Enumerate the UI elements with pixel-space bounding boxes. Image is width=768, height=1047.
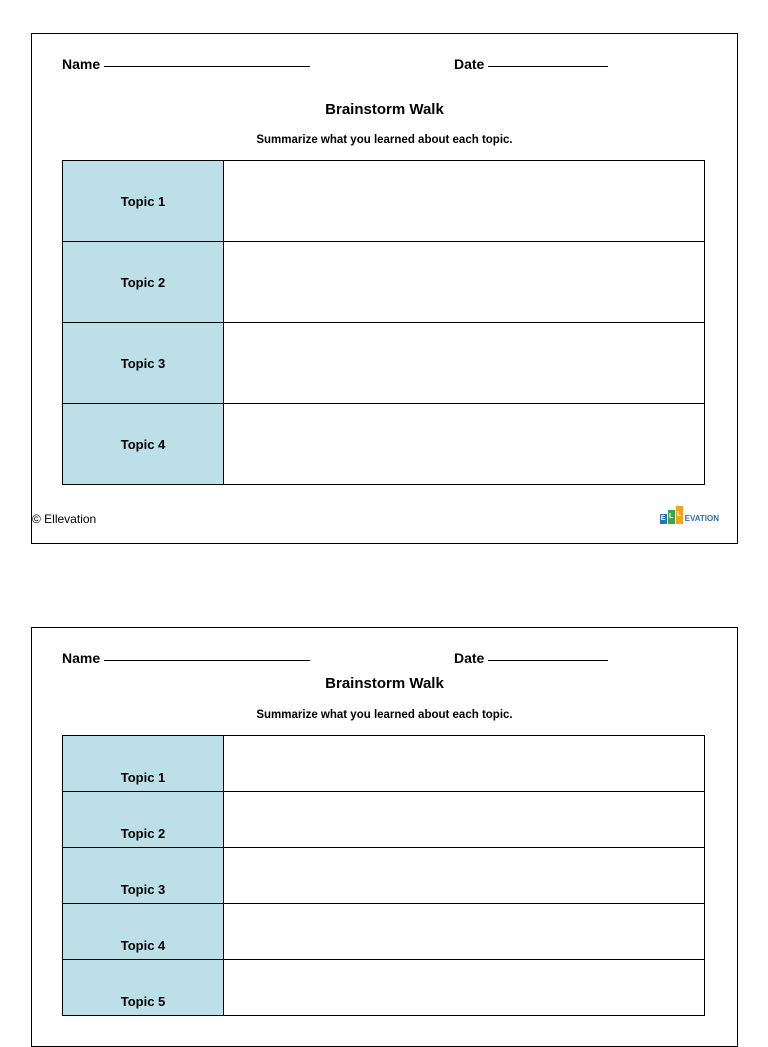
date-line[interactable] xyxy=(488,66,608,67)
name-label: Name xyxy=(62,56,101,72)
topic-answer-cell[interactable] xyxy=(224,404,705,485)
table-row xyxy=(63,736,705,792)
logo-block-orange: L xyxy=(676,506,683,524)
name-line[interactable] xyxy=(104,660,310,661)
table-row xyxy=(63,323,705,404)
topic-label: Topic 4 xyxy=(63,904,224,960)
topic-label: Topic 1 xyxy=(63,161,224,242)
worksheet-2 xyxy=(31,627,738,1047)
name-line[interactable] xyxy=(104,66,310,67)
topic-label: Topic 3 xyxy=(63,323,224,404)
name-field xyxy=(62,56,310,72)
table-row xyxy=(63,161,705,242)
topic-table xyxy=(62,160,705,485)
name-label: Name xyxy=(62,650,101,666)
topic-label: Topic 1 xyxy=(63,736,224,792)
table-row xyxy=(63,904,705,960)
topic-answer-cell[interactable] xyxy=(224,736,705,792)
date-field xyxy=(454,56,608,72)
date-label: Date xyxy=(454,650,485,666)
logo-block-blue: E xyxy=(660,515,666,522)
ellevation-logo xyxy=(660,506,719,524)
date-label: Date xyxy=(454,56,485,72)
worksheet-instructions: Summarize what you learned about each topic. xyxy=(256,134,513,146)
topic-label: Topic 5 xyxy=(63,960,224,1016)
topic-answer-cell[interactable] xyxy=(224,242,705,323)
date-field xyxy=(454,650,608,666)
topic-answer-cell[interactable] xyxy=(224,792,705,848)
table-row xyxy=(63,960,705,1016)
topic-answer-cell[interactable] xyxy=(224,848,705,904)
topic-label: Topic 4 xyxy=(63,404,224,485)
logo-word: EVATION xyxy=(684,514,719,523)
topic-table xyxy=(62,735,705,1016)
table-row xyxy=(63,848,705,904)
copyright-text: © Ellevation xyxy=(32,512,97,526)
topic-label: Topic 3 xyxy=(63,848,224,904)
topic-answer-cell[interactable] xyxy=(224,161,705,242)
worksheet-instructions: Summarize what you learned about each topic. xyxy=(256,709,513,721)
table-row xyxy=(63,404,705,485)
date-line[interactable] xyxy=(488,660,608,661)
worksheet-1 xyxy=(31,33,738,544)
topic-answer-cell[interactable] xyxy=(224,904,705,960)
worksheet-title: Brainstorm Walk xyxy=(325,101,444,118)
logo-block-green: L xyxy=(668,510,675,524)
topic-label: Topic 2 xyxy=(63,792,224,848)
table-row xyxy=(63,242,705,323)
topic-answer-cell[interactable] xyxy=(224,960,705,1016)
worksheet-title: Brainstorm Walk xyxy=(325,675,444,692)
table-row xyxy=(63,792,705,848)
name-field xyxy=(62,650,310,666)
topic-answer-cell[interactable] xyxy=(224,323,705,404)
topic-label: Topic 2 xyxy=(63,242,224,323)
